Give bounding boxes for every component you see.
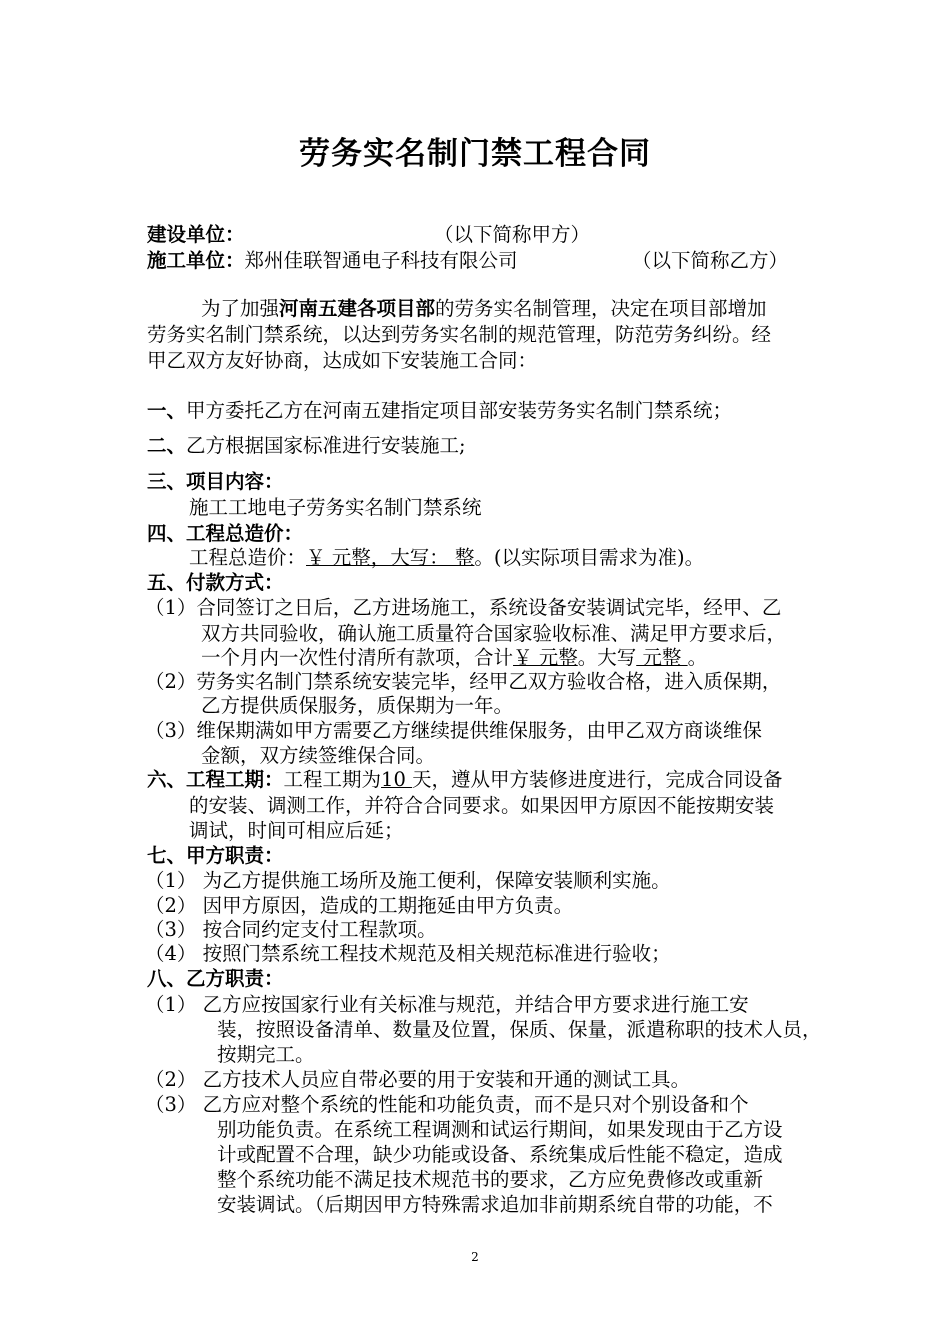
page-number: 2 xyxy=(471,1250,479,1264)
party-a-line xyxy=(147,222,245,248)
payment-item-1-line-3 xyxy=(201,645,707,671)
party-b-duty-3-line-3: 计或配置不合理，缺少功能或设备、系统集成后性能不稳定，造成 xyxy=(217,1143,783,1166)
section-1-text: 甲方委托乙方在河南五建指定项目部安装劳务实名制门禁系统； xyxy=(186,399,733,422)
party-b-name: 郑州佳联智通电子科技有限公司 xyxy=(244,249,518,272)
total-price-note: 。(以实际项目需求为准)。 xyxy=(474,546,705,569)
section-3-heading: 三、项目内容： xyxy=(147,470,284,493)
section-1-label: 一、 xyxy=(147,399,187,422)
intro-pre: 为了加强 xyxy=(201,297,280,320)
party-b-duty-3-line-5: 安装调试。（后期因甲方特殊需求追加非前期系统自带的功能，不 xyxy=(217,1193,773,1216)
payment-item-3-line-2: 金额，双方续签维保合同。 xyxy=(201,744,436,767)
section-8-heading: 八、乙方职责： xyxy=(147,967,284,990)
schedule-post: 天，遵从甲方装修进度进行，完成合同设备 xyxy=(412,768,783,791)
party-b-duty-1-line-1: （1） 乙方应按国家行业有关标准与规范，并结合甲方要求进行施工安 xyxy=(145,993,749,1016)
party-b-duty-1-line-3: 按期完工。 xyxy=(217,1043,315,1066)
payment-total-label: 一个月内一次性付清所有款项，合计 xyxy=(201,646,514,669)
payment-item-2-line-2: 乙方提供质保服务，质保期为一年。 xyxy=(201,694,514,717)
party-b-duty-1-line-2: 装，按照设备清单、数量及位置，保质、保量，派遣称职的技术人员， xyxy=(217,1018,822,1041)
party-a-duty-3: （3） 按合同约定支付工程款项。 xyxy=(145,918,437,941)
party-b-duty-2: （2） 乙方技术人员应自带必要的用于安装和开通的测试工具。 xyxy=(145,1068,691,1091)
payment-words-label: 。大写 xyxy=(577,646,637,669)
section-2-text: 乙方根据国家标准进行安装施工; xyxy=(186,434,466,457)
party-a-duty-2: （2） 因甲方原因，造成的工期拖延由甲方负责。 xyxy=(145,894,574,917)
payment-item-1-line-2: 双方共同验收，确认施工质量符合国家验收标准、满足甲方要求后， xyxy=(201,622,787,645)
section-6-heading: 六、工程工期： xyxy=(147,768,284,791)
party-a-duty-4: （4） 按照门禁系统工程技术规范及相关规范标准进行验收； xyxy=(145,942,671,965)
payment-item-1-line-1: （1）合同签订之日后，乙方进场施工，系统设备安装调试完毕，经甲、乙 xyxy=(145,596,782,619)
section-1 xyxy=(147,398,732,424)
section-4-text xyxy=(189,545,704,571)
party-b-label: 施工单位： xyxy=(147,249,245,272)
party-a-duty-1: （1） 为乙方提供施工场所及施工便利，保障安装顺利实施。 xyxy=(145,869,671,892)
intro-line-2: 劳务实名制门禁系统，以达到劳务实名制的规范管理，防范劳务纠纷。经 xyxy=(147,323,772,346)
intro-line-3: 甲乙双方友好协商，达成如下安装施工合同： xyxy=(147,349,538,372)
payment-words-amount: 元整 xyxy=(636,646,688,669)
party-b-suffix: （以下简称乙方） xyxy=(632,249,789,272)
payment-item-2-line-1: （2）劳务实名制门禁系统安装完毕，经甲乙双方验收合格，进入质保期， xyxy=(145,670,782,693)
party-b-line xyxy=(147,248,518,274)
section-6-line-3: 调试，时间可相应后延； xyxy=(189,819,404,842)
section-2 xyxy=(147,433,466,459)
party-a-label: 建设单位： xyxy=(147,223,245,246)
intro-line-1 xyxy=(201,296,767,322)
section-4-heading: 四、工程总造价： xyxy=(147,522,304,545)
section-3-text: 施工工地电子劳务实名制门禁系统 xyxy=(189,496,482,519)
section-5-heading: 五、付款方式： xyxy=(147,571,284,594)
section-7-heading: 七、甲方职责： xyxy=(147,844,284,867)
contract-title: 劳务实名制门禁工程合同 xyxy=(299,136,651,172)
party-b-duty-3-line-4: 整个系统功能不满足技术规范书的要求，乙方应免费修改或重新 xyxy=(217,1168,764,1191)
party-b-duty-3-line-1: （3） 乙方应对整个系统的性能和功能负责，而不是只对个别设备和个 xyxy=(145,1093,749,1116)
schedule-pre: 工程工期为 xyxy=(283,768,382,791)
section-2-label: 二、 xyxy=(147,434,187,457)
intro-bold: 河南五建各项目部 xyxy=(279,297,436,320)
total-price-label: 工程总造价： xyxy=(189,546,307,569)
party-b-duty-3-line-2: 别功能负责。在系统工程调测和试运行期间，如果发现由于乙方设 xyxy=(217,1118,783,1141)
party-a-suffix: （以下简称甲方） xyxy=(434,223,591,246)
schedule-days: 10 xyxy=(381,768,413,791)
section-6-line-2: 的安装、调测工作，并符合合同要求。如果因甲方原因不能按期安装 xyxy=(189,794,775,817)
payment-total-amount: ￥ 元整 xyxy=(513,646,578,669)
section-6 xyxy=(147,767,783,793)
payment-end: 。 xyxy=(687,646,708,669)
payment-item-3-line-1: （3）维保期满如甲方需要乙方继续提供维保服务，由甲乙双方商谈维保 xyxy=(145,719,762,742)
total-price-amount: ￥ 元整，大写： 整 xyxy=(306,546,475,569)
intro-post: 的劳务实名制管理，决定在项目部增加 xyxy=(435,297,767,320)
